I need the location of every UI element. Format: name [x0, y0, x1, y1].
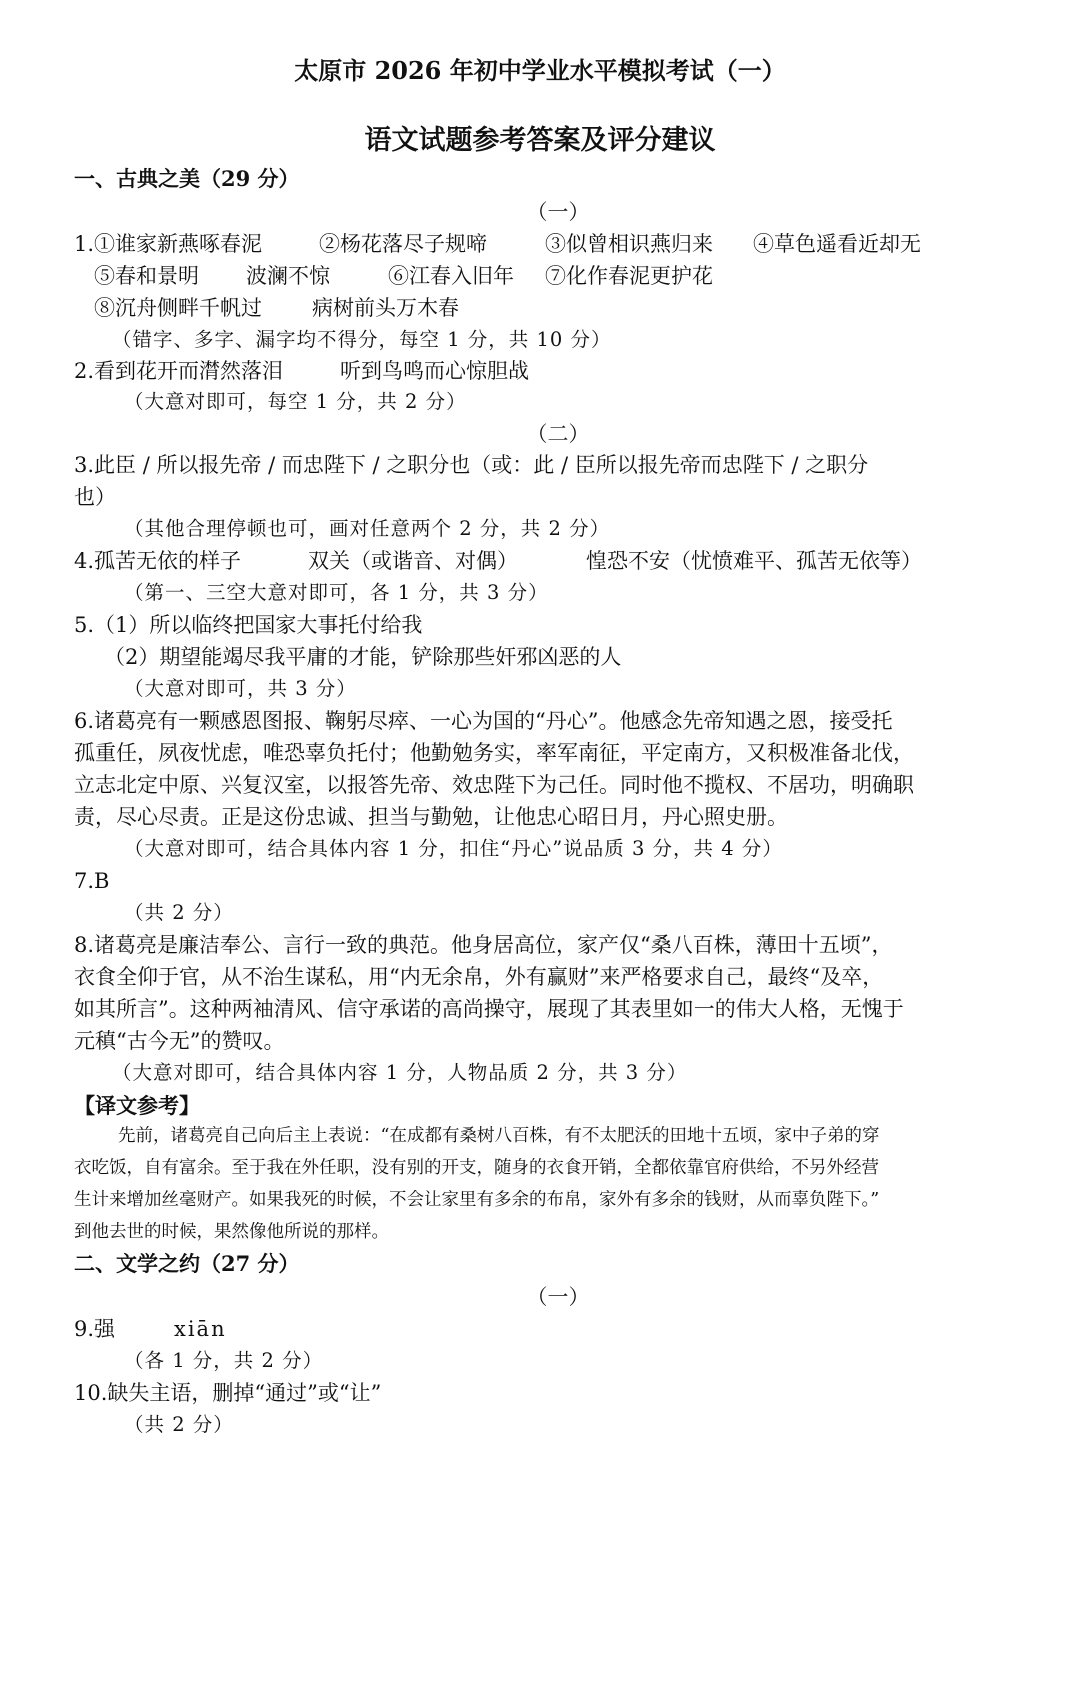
section2-heading: 二、文学之约（27 分）: [74, 1251, 300, 1276]
section2-part1-label: （一）: [526, 1285, 590, 1309]
q1-answer-6: ⑥江春入旧年: [388, 264, 514, 288]
q8-scoring-note: （大意对即可，结合具体内容 1 分，人物品质 2 分，共 3 分）: [112, 1061, 688, 1084]
translation-line: 先前，诸葛亮自己向后主上表说：“在成都有桑树八百株，有不太肥沃的田地十五顷，家中子弟的穿: [118, 1126, 880, 1146]
translation-line: 生计来增加丝毫财产。如果我死的时候，不会让家里有多余的布帛，家外有多余的钱财，从而辜负陛下。”: [74, 1190, 880, 1210]
q6-answer-line: 责，尽心尽责。正是这份忠诚、担当与勤勉，让他忠心昭日月，丹心照史册。: [74, 805, 788, 829]
translation-heading: 【译文参考】: [74, 1093, 200, 1118]
q8-answer-line: 如其所言”。这种两袖清风、信守承诺的高尚操守，展现了其表里如一的伟大人格，无愧于: [74, 997, 904, 1021]
translation-line: 到他去世的时候，果然像他所说的那样。: [74, 1222, 389, 1242]
q1-answer-3: ③似曾相识燕归来: [545, 232, 713, 256]
q2-scoring-note: （大意对即可，每空 1 分，共 2 分）: [124, 390, 467, 413]
q9-answer-2: xiān: [174, 1317, 227, 1341]
translation-line: 衣吃饭，自有富余。至于我在外任职，没有别的开支，随身的衣食开销，全都依靠官府供给，不另外经营: [74, 1158, 879, 1178]
q5-answer-1: 5.（1）所以临终把国家大事托付给我: [74, 613, 423, 637]
q9-scoring-note: （各 1 分，共 2 分）: [124, 1349, 324, 1372]
q3-scoring-note: （其他合理停顿也可，画对任意两个 2 分，共 2 分）: [124, 517, 611, 540]
section1-heading: 一、古典之美（29 分）: [74, 166, 300, 191]
q9-answer-1: 9.强: [74, 1317, 116, 1341]
q2-answer-2: 听到鸟鸣而心惊胆战: [340, 359, 529, 383]
q8-answer-line: 8.诸葛亮是廉洁奉公、言行一致的典范。他身居高位，家产仅“桑八百株，薄田十五顷”，: [74, 933, 893, 957]
document-subtitle: 语文试题参考答案及评分建议: [364, 125, 716, 156]
exam-title: 太原市 2026 年初中学业水平模拟考试（一）: [294, 56, 786, 85]
q10-scoring-note: （共 2 分）: [124, 1413, 234, 1436]
q3-answer-line2: 也）: [74, 485, 116, 509]
q1-answer-2: ②杨花落尽子规啼: [319, 232, 487, 256]
section1-part2-label: （二）: [526, 422, 590, 446]
q1-answer-5b: 波澜不惊: [246, 264, 330, 288]
q1-answer-4: ④草色遥看近却无: [753, 232, 921, 256]
q7-scoring-note: （共 2 分）: [124, 901, 234, 924]
q2-answer-1: 2.看到花开而潸然落泪: [74, 359, 284, 383]
section1-part1-label: （一）: [526, 200, 590, 224]
q6-answer-line: 孤重任，夙夜忧虑，唯恐辜负托付；他勤勉务实，率军南征，平定南方，又积极准备北伐，: [74, 741, 914, 765]
q1-answer-8b: 病树前头万木春: [312, 296, 459, 320]
q6-answer-line: 6.诸葛亮有一颗感恩图报、鞠躬尽瘁、一心为国的“丹心”。他感念先帝知遇之恩，接受托: [74, 709, 893, 733]
q1-scoring-note: （错字、多字、漏字均不得分，每空 1 分，共 10 分）: [112, 328, 612, 351]
q6-answer-line: 立志北定中原、兴复汉室，以报答先帝、效忠陛下为己任。同时他不揽权、不居功，明确职: [74, 773, 914, 797]
q8-answer-line: 元稹“古今无”的赞叹。: [74, 1029, 285, 1053]
q5-answer-2: （2）期望能竭尽我平庸的才能，铲除那些奸邪凶恶的人: [104, 645, 622, 669]
q1-answer-7: ⑦化作春泥更护花: [545, 264, 713, 288]
q4-answer-3: 惶恐不安（忧愤难平、孤苦无依等）: [586, 549, 922, 573]
q8-answer-line: 衣食全仰于官，从不治生谋私，用“内无余帛，外有赢财”来严格要求自己，最终“及卒，: [74, 965, 884, 989]
q1-answer-5: ⑤春和景明: [94, 264, 199, 288]
q7-answer: 7.B: [74, 869, 110, 893]
q4-answer-1: 4.孤苦无依的样子: [74, 549, 242, 573]
q5-scoring-note: （大意对即可，共 3 分）: [124, 677, 357, 700]
q1-answer-1: 1.①谁家新燕啄春泥: [74, 232, 263, 256]
q6-scoring-note: （大意对即可，结合具体内容 1 分，扣住“丹心”说品质 3 分，共 4 分）: [124, 837, 783, 860]
q10-answer: 10.缺失主语，删掉“通过”或“让”: [74, 1381, 382, 1405]
q3-answer-line1: 3.此臣 / 所以报先帝 / 而忠陛下 / 之职分也（或：此 / 臣所以报先帝而忠陛下 / 之职分: [74, 453, 869, 477]
q1-answer-8: ⑧沉舟侧畔千帆过: [94, 296, 262, 320]
q4-answer-2: 双关（或谐音、对偶）: [308, 549, 518, 573]
q4-scoring-note: （第一、三空大意对即可，各 1 分，共 3 分）: [124, 581, 549, 604]
